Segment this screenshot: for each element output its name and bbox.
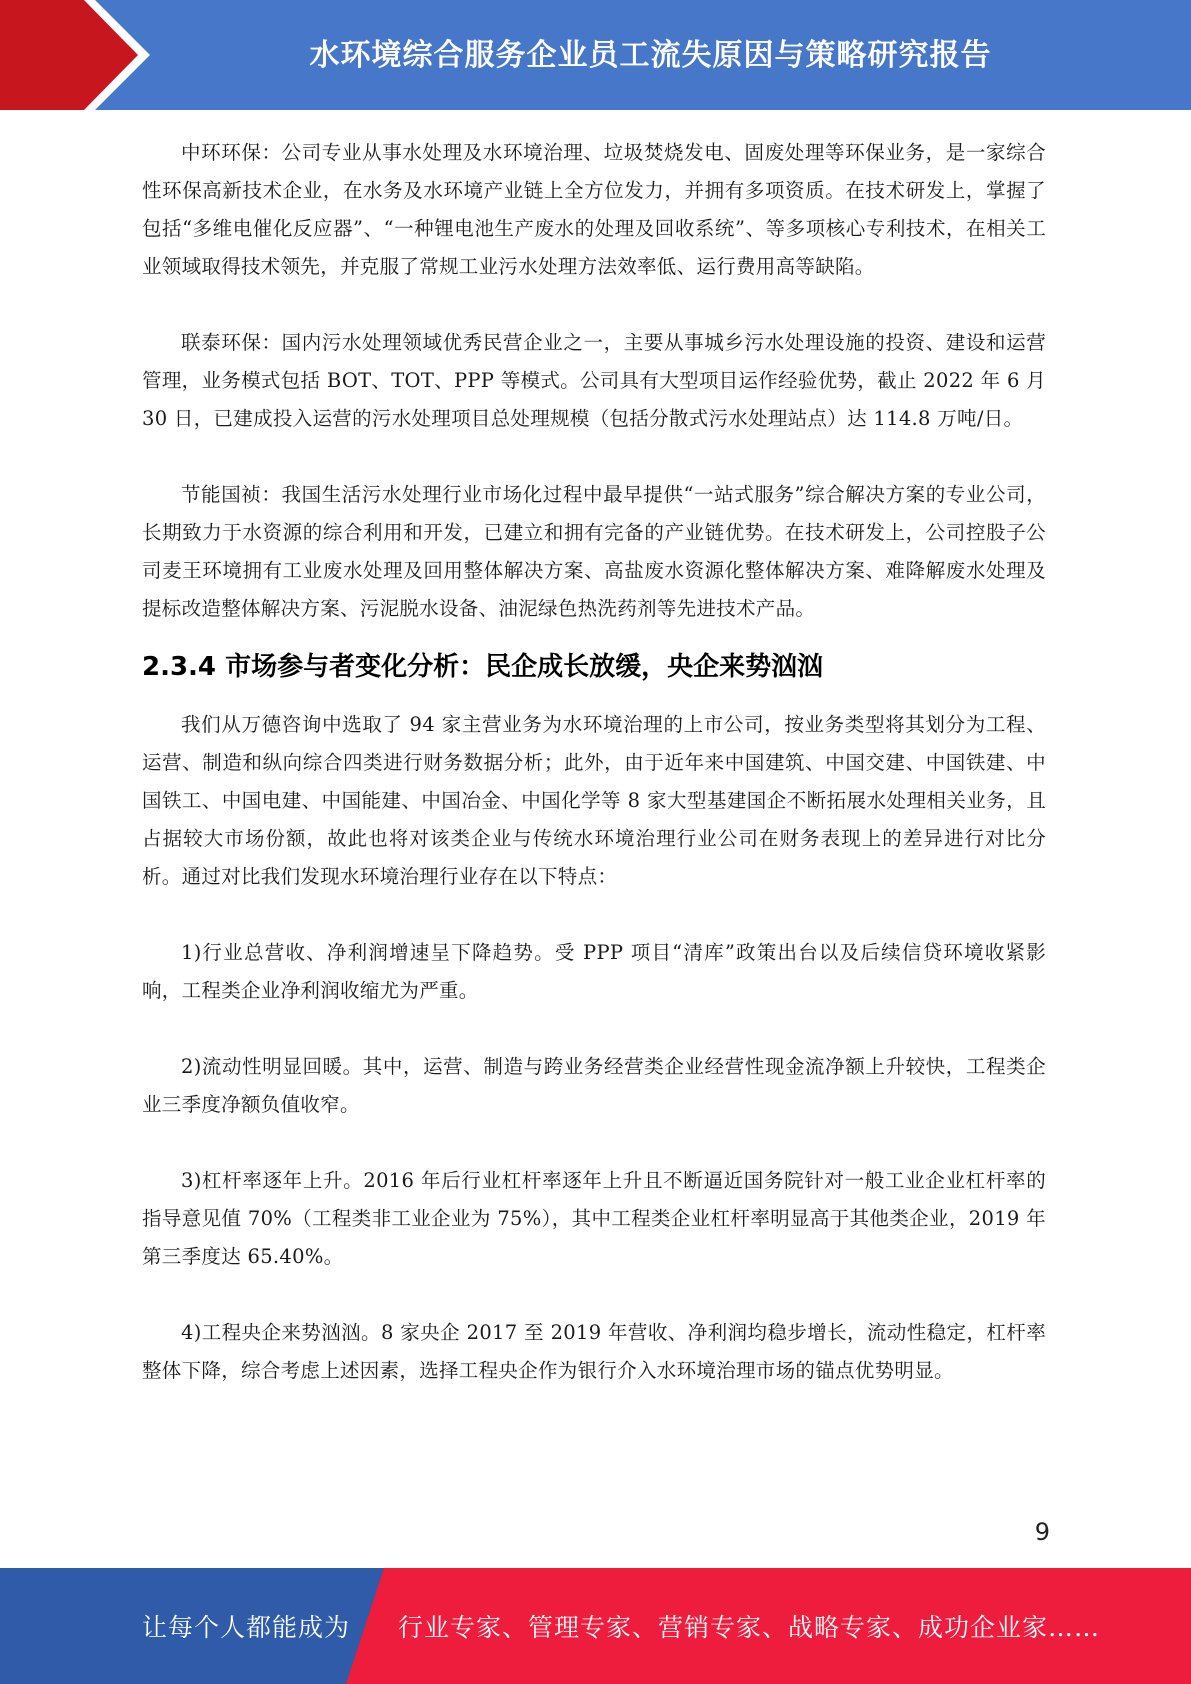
- section-heading: 2.3.4 市场参与者变化分析：民企成长放缓，央企来势汹汹: [142, 652, 824, 682]
- document-body: [142, 134, 1046, 1390]
- paragraph-liantai: 联泰环保：国内污水处理领域优秀民营企业之一，主要从事城乡污水处理设施的投资、建设和运营管理，业务模式包括 BOT、TOT、PPP 等模式。公司具有大型项目运作经验优势，截止 2022 年 6 月 30 日，已建成投入运营的污水处理项目总处理规模（包括分散式污水处理站点）达 114.8 万吨/日。: [142, 331, 1046, 430]
- paragraph-jienengguozhen: 节能国祯：我国生活污水处理行业市场化过程中最早提供“一站式服务”综合解决方案的专业公司，长期致力于水资源的综合利用和开发，已建立和拥有完备的产业链优势。在技术研发上，公司控股子公司麦王环境拥有工业废水处理及回用整体解决方案、高盐废水资源化整体解决方案、难降解废水处理及提标改造整体解决方案、污泥脱水设备、油泥绿色热洗药剂等先进技术产品。: [142, 483, 1046, 620]
- page-header: [0, 0, 1191, 110]
- paragraph-point-2: 2)流动性明显回暖。其中，运营、制造与跨业务经营类企业经营性现金流净额上升较快，工程类企业三季度净额负值收窄。: [142, 1055, 1046, 1116]
- footer-slogan-right: 行业专家、管理专家、营销专家、战略专家、成功企业家……: [398, 1613, 1101, 1642]
- paragraph-point-3: 3)杠杆率逐年上升。2016 年后行业杠杆率逐年上升且不断逼近国务院针对一般工业企业杠杆率的指导意见值 70%（工程类非工业企业为 75%），其中工程类企业杠杆率明显高于其他类企业，2019 年第三季度达 65.40%。: [142, 1169, 1046, 1268]
- page-footer: [0, 1568, 1191, 1684]
- page-number: 9: [1034, 1518, 1050, 1546]
- paragraph-point-1: 1)行业总营收、净利润增速呈下降趋势。受 PPP 项目“清库”政策出台以及后续信贷环境收紧影响，工程类企业净利润收缩尤为严重。: [142, 941, 1046, 1002]
- paragraph-intro: 我们从万德咨询中选取了 94 家主营业务为水环境治理的上市公司，按业务类型将其划分为工程、运营、制造和纵向综合四类进行财务数据分析；此外，由于近年来中国建筑、中国交建、中国铁建、中国铁工、中国电建、中国能建、中国冶金、中国化学等 8 家大型基建国企不断拓展水处理相关业务，且占据较大市场份额，故此也将对该类企业与传统水环境治理行业公司在财务表现上的差异进行对比分析。通过对比我们发现水环境治理行业存在以下特点：: [142, 713, 1046, 888]
- paragraph-zhonghuan: 中环环保：公司专业从事水处理及水环境治理、垃圾焚烧发电、固废处理等环保业务，是一家综合性环保高新技术企业，在水务及水环境产业链上全方位发力，并拥有多项资质。在技术研发上，掌握了包括“多维电催化反应器”、“一种锂电池生产废水的处理及回收系统”、等多项核心专利技术，在相关工业领域取得技术领先，并克服了常规工业污水处理方法效率低、运行费用高等缺陷。: [142, 141, 1046, 278]
- footer-slogan-left: 让每个人都能成为: [142, 1613, 351, 1642]
- paragraph-point-4: 4)工程央企来势汹汹。8 家央企 2017 至 2019 年营收、净利润均稳步增长，流动性稳定，杠杆率整体下降，综合考虑上述因素，选择工程央企作为银行介入水环境治理市场的锚点优势明显。: [142, 1321, 1046, 1382]
- header-title: 水环境综合服务企业员工流失原因与策略研究报告: [309, 38, 992, 73]
